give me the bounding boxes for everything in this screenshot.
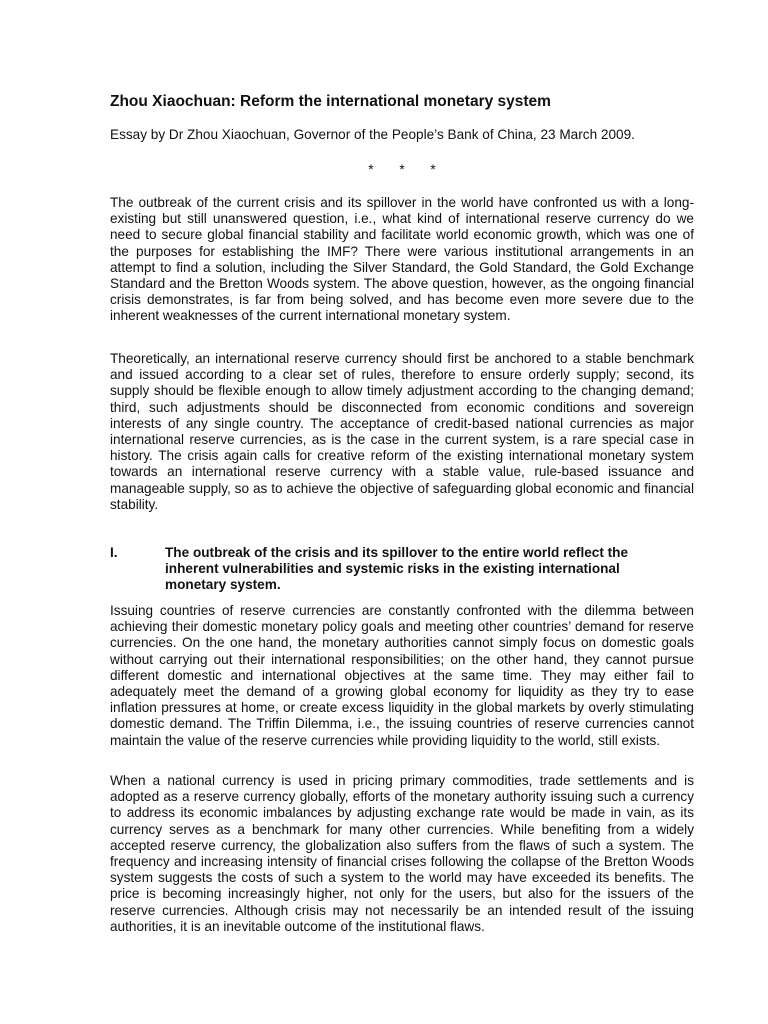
paragraph: Theoretically, an international reserve currency should first be anchored to a stable benchmark and issued according to a clear set of rules, therefore to ensure orderly supply; second, its supply should be flexible enough to allow timely adjustment according to the changing demand; third, such adjustments should be disconnected from economic conditions and sovereign interests of any single country. The acceptance of credit-based national currencies as major international reserve currencies, as is the case in the current system, is a rare special case in history. The crisis again calls for creative reform of the existing international monetary system towards an international reserve currency with a stable value, rule-based issuance and manageable supply, so as to achieve the objective of safeguarding global economic and financial stability. <box>110 351 694 512</box>
paragraph: The outbreak of the current crisis and its spillover in the world have confronted us with a long-existing but still unanswered question, i.e., what kind of international reserve currency do we need to secure global financial stability and facilitate world economic growth, which was one of the purposes for establishing the IMF? There were various institutional arrangements in an attempt to find a solution, including the Silver Standard, the Gold Standard, the Gold Exchange Standard and the Bretton Woods system. The above question, however, as the ongoing financial crisis demonstrates, is far from being solved, and has become even more severe due to the inherent weaknesses of the current international monetary system. <box>110 195 694 324</box>
document-subtitle: Essay by Dr Zhou Xiaochuan, Governor of the People’s Bank of China, 23 March 2009. <box>110 127 635 142</box>
section-number: I. <box>110 545 118 560</box>
paragraph: Issuing countries of reserve currencies are constantly confronted with the dilemma between achieving their domestic monetary policy goals and meeting other countries’ demand for reserve currencies. On the one hand, the monetary authorities cannot simply focus on domestic goals without carrying out their international responsibilities; on the other hand, they cannot pursue different domestic and international objectives at the same time. They may either fail to adequately meet the demand of a growing global economy for liquidity as they try to ease inflation pressures at home, or create excess liquidity in the global markets by overly stimulating domestic demand. The Triffin Dilemma, i.e., the issuing countries of reserve currencies cannot maintain the value of the reserve currencies while providing liquidity to the world, still exists. <box>110 603 694 748</box>
paragraph: When a national currency is used in pricing primary commodities, trade settlements and is adopted as a reserve currency globally, efforts of the monetary authority issuing such a currency to address its economic imbalances by adjusting exchange rate would be made in vain, as its currency serves as a benchmark for many other currencies. While benefiting from a widely accepted reserve currency, the globalization also suffers from the flaws of such a system. The frequency and increasing intensity of financial crises following the collapse of the Bretton Woods system suggests the costs of such a system to the world may have exceeded its benefits. The price is becoming increasingly higher, not only for the users, but also for the issuers of the reserve currencies. Although crisis may not necessarily be an intended result of the issuing authorities, it is an inevitable outcome of the institutional flaws. <box>110 773 694 934</box>
document-title: Zhou Xiaochuan: Reform the international monetary system <box>110 93 551 110</box>
section-heading-text: The outbreak of the crisis and its spillover to the entire world reflect the inherent vulnerabilities and systemic risks in the existing international monetary system. <box>165 545 629 593</box>
section-separator: * * * <box>368 162 436 177</box>
